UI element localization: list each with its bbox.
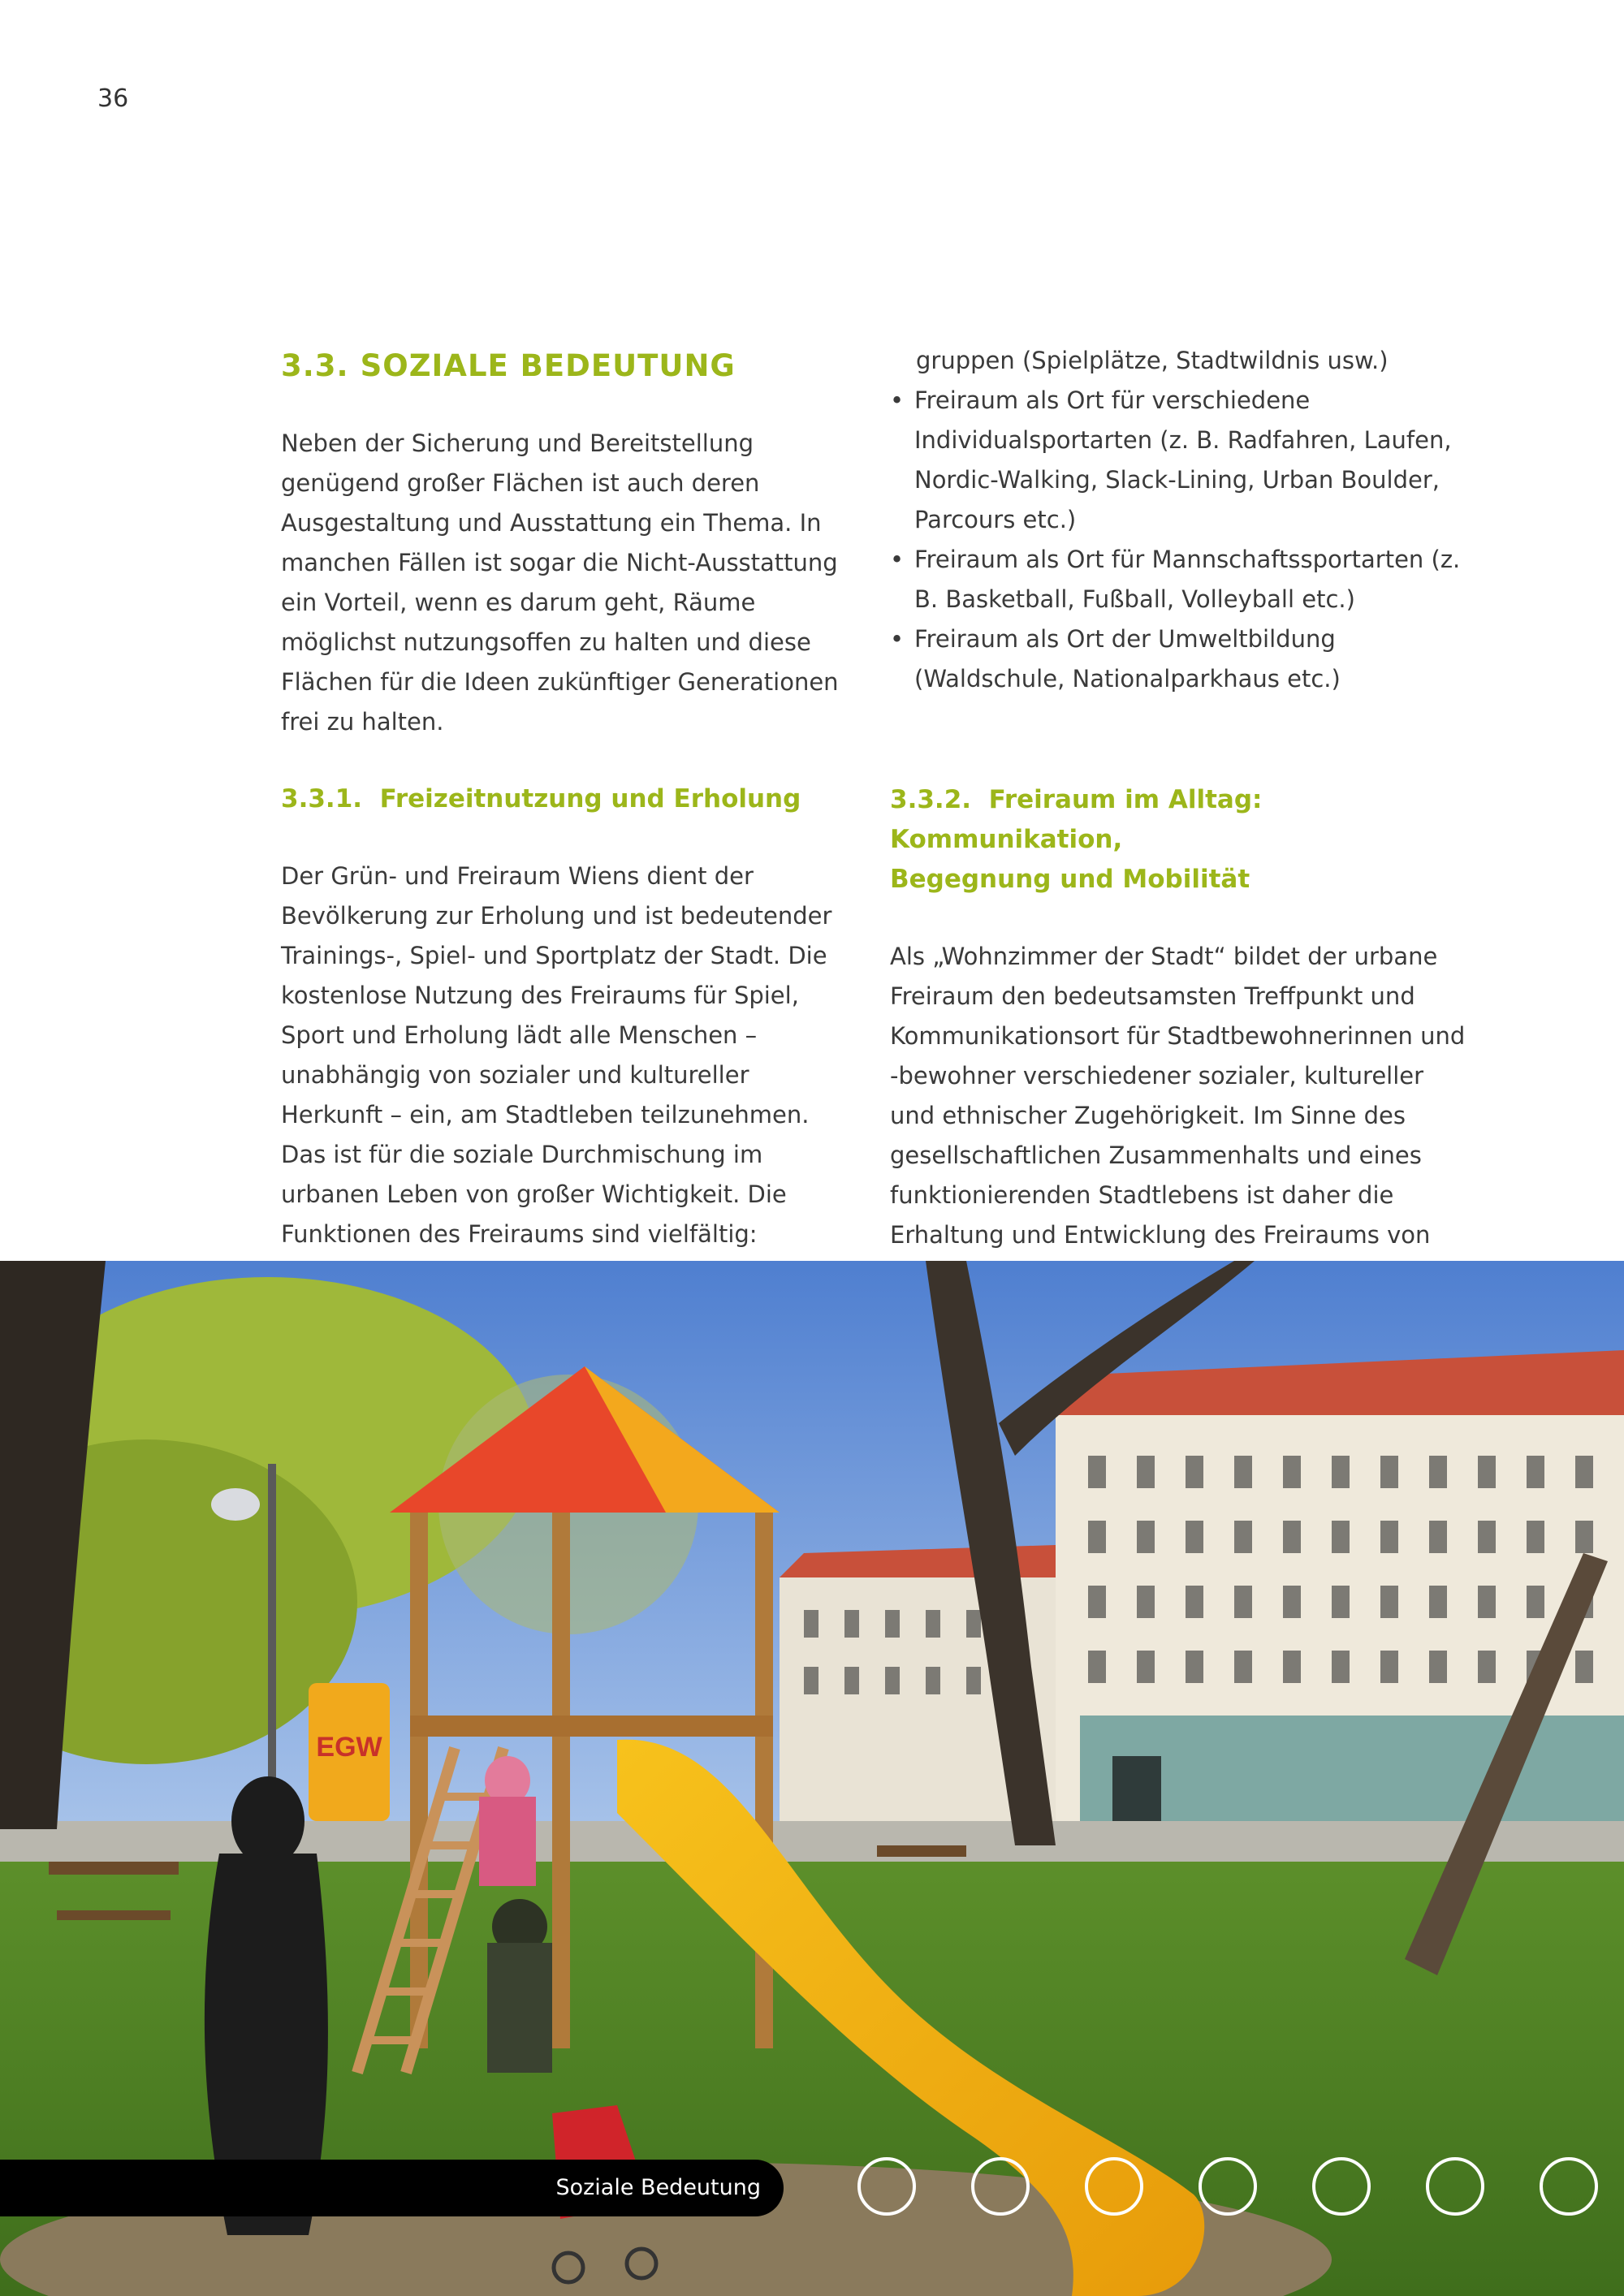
subsection-1-body: Der Grün- und Freiraum Wiens dient der Bevölkerung zur Erholung und ist bedeutender Trainings-, Spiel- und Sportplatz der Stadt. Die kostenlose Nutzung des Freiraums für Spiel, Sport und Erholung lädt alle Menschen – unabhängig von sozialer und kultureller Herkunft – ein, am Stadtleben teilzunehmen. Das ist für die soziale Durchmischung im urbanen Leben von großer Wichtigkeit. Die Funktionen des Freiraums sind vielfältig: (281, 862, 832, 1248)
right-column (890, 341, 1475, 1375)
section-title: SOZIALE BEDEUTUNG (360, 348, 736, 383)
subsection-1-title: Freizeitnutzung und Erholung (379, 784, 801, 814)
section-nav-bar[interactable] (0, 2160, 784, 2216)
subsection-1-heading (281, 779, 849, 819)
page-number: 36 (97, 84, 129, 113)
section-nav-label[interactable]: Soziale Bedeutung (555, 2175, 761, 2200)
functions-list-continued (890, 381, 1475, 699)
nav-dot-4[interactable] (1199, 2157, 1257, 2216)
list-item: • Freiraum als Ort für verschiedene Individualsportarten (z. B. Radfahren, Laufen, Nordic-Walking, Slack-Lining, Urban Boulder, Parcours etc.) (890, 381, 1475, 540)
subsection-2-heading (890, 780, 1475, 900)
left-column (281, 341, 849, 1413)
section-number: 3.3. (281, 348, 349, 383)
playground-photo (0, 1261, 1624, 2296)
section-heading (281, 346, 849, 386)
nav-dot-6[interactable] (1426, 2157, 1484, 2216)
list-item: • Freiraum als Ort für Mannschaftssportarten (z. B. Basketball, Fußball, Volleyball etc.) (890, 540, 1475, 619)
section-intro: Neben der Sicherung und Bereitstellung genügend großer Flächen ist auch deren Ausgestaltung und Ausstattung ein Thema. In manchen Fällen ist sogar die Nicht-Ausstattung ein Vorteil, wenn es darum geht, Räume möglichst nutzungsoffen zu halten und diese Flächen für die Ideen zukünftiger Generationen frei zu halten. (281, 429, 839, 736)
playground-photo-graphic (0, 1261, 1624, 2296)
subsection-2-body: Als „Wohnzimmer der Stadt“ bildet der urbane Freiraum den bedeutsamsten Treffpunkt und Kommunikationsort für Stadtbewohnerinnen und -bewohner verschiedener sozialer, kultureller und ethnischer Zugehörigkeit. Im Sinne des gesellschaftlichen Zusammenhalts und eines funktionierenden Stadtlebens ist daher die Erhaltung und Entwicklung des Freiraums von (890, 943, 1466, 1249)
subsection-1-number: 3.3.1. (281, 784, 363, 814)
subsection-2-title-line1: Freiraum im Alltag: Kommunikation, (890, 785, 1263, 854)
nav-dot-2[interactable] (971, 2157, 1030, 2216)
nav-dot-7[interactable] (1540, 2157, 1598, 2216)
subsection-2-number: 3.3.2. (890, 785, 972, 814)
subsection-2-title-line2: Begegnung und Mobilität (890, 865, 1250, 894)
nav-dot-1[interactable] (857, 2157, 916, 2216)
nav-dot-3[interactable] (1085, 2157, 1143, 2216)
nav-dot-5[interactable] (1312, 2157, 1371, 2216)
list-item-continuation: gruppen (Spielplätze, Stadtwildnis usw.) (916, 347, 1389, 374)
list-item: • Freiraum als Ort der Umweltbildung (Waldschule, Nationalparkhaus etc.) (890, 619, 1475, 699)
sign-logo: EGW (316, 1732, 382, 1763)
